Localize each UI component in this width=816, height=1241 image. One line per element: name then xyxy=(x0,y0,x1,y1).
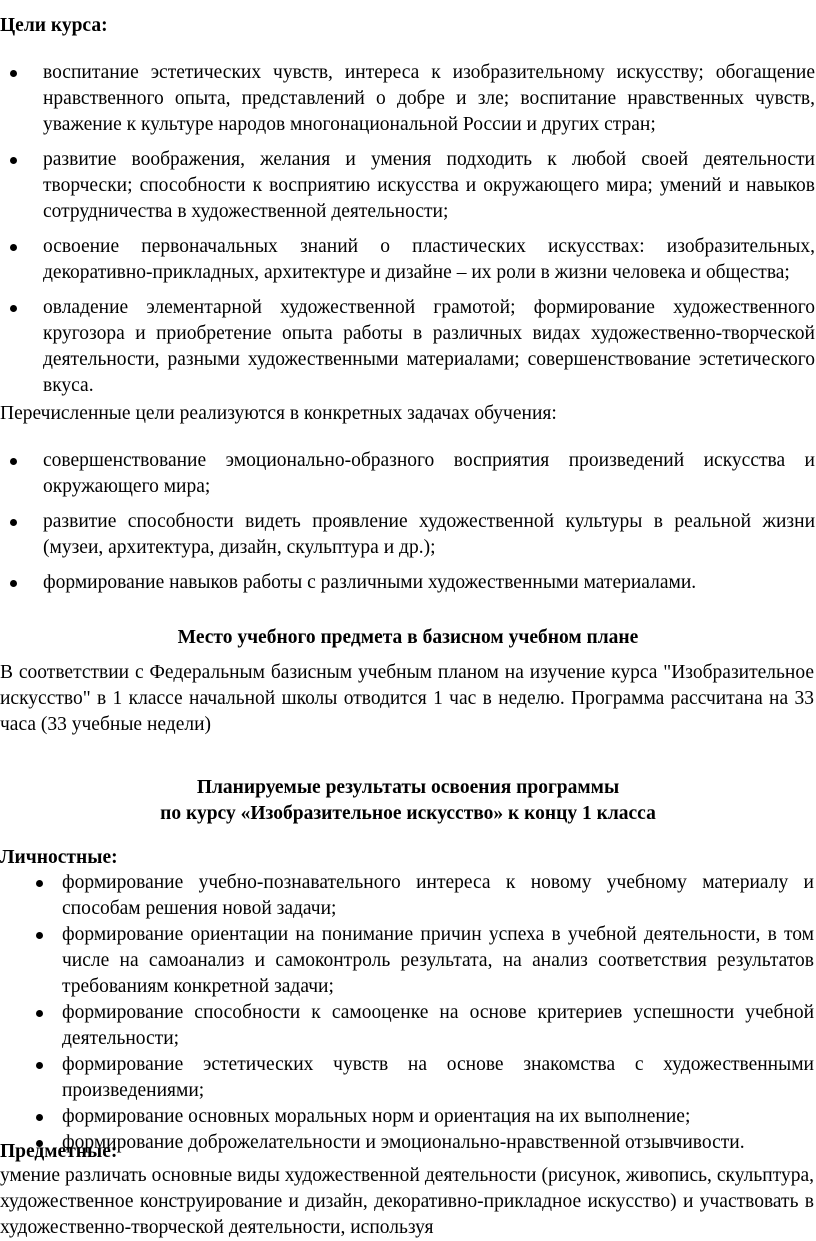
goals-heading: Цели курса: xyxy=(0,15,108,36)
bullet-icon xyxy=(10,580,17,587)
personal-section xyxy=(0,845,816,871)
bullet-icon xyxy=(36,1010,43,1017)
tasks-section xyxy=(0,401,816,427)
bullet-icon xyxy=(10,519,17,526)
list-item-text: овладение элементарной художественной грамотой; формирование художественного кругозора и приобретение опыта работы в различных видах художественно-творческой деятельности, разными художественными материалами; совершенствование эстетического вкуса. xyxy=(43,297,815,396)
list-item-text: развитие способности видеть проявление художественной культуры в реальной жизни (музеи, архитектура, дизайн, скульптура и др.); xyxy=(43,511,815,558)
tasks-intro: Перечисленные цели реализуются в конкретных задачах обучения: xyxy=(0,403,557,424)
list-item xyxy=(43,448,815,500)
list-item xyxy=(43,509,815,561)
list-item xyxy=(62,870,814,922)
results-heading-line2: по курсу «Изобразительное искусство» к концу 1 класса xyxy=(160,803,656,824)
bullet-icon xyxy=(10,70,17,77)
list-item-text: формирование эстетических чувств на основе знакомства с художественными произведениями; xyxy=(62,1054,814,1101)
list-item xyxy=(62,1000,814,1052)
list-item xyxy=(62,922,814,1000)
goals-section xyxy=(0,13,816,39)
subject-section xyxy=(0,1139,816,1165)
list-item-text: формирование доброжелательности и эмоционально-нравственной отзывчивости. xyxy=(62,1132,745,1153)
list-item-text: освоение первоначальных знаний о пластических искусствах: изобразительных, декоративно-прикладных, архитектуре и дизайне – их роли в жизни человека и общества; xyxy=(43,236,815,283)
list-item-text: формирование ориентации на понимание причин успеха в учебной деятельности, в том числе на самоанализ и самоконтроль результата, на анализ соответствия результатов требованиям конкретной задачи; xyxy=(62,924,814,997)
results-heading xyxy=(0,775,816,827)
bullet-icon xyxy=(10,157,17,164)
list-item xyxy=(43,570,815,596)
list-item xyxy=(43,234,815,286)
list-item xyxy=(43,60,815,138)
bullet-icon xyxy=(36,880,43,887)
list-item xyxy=(62,1052,814,1104)
place-body xyxy=(0,660,814,738)
list-item-text: воспитание эстетических чувств, интереса к изобразительному искусству; обогащение нравственного опыта, представлений о добре и зле; воспитание нравственных чувств, уважение к культуре народов многонациональной России и других стран; xyxy=(43,62,815,135)
list-item-text: формирование учебно-познавательного интереса к новому учебному материалу и способам решения новой задачи; xyxy=(62,872,814,919)
bullet-icon xyxy=(36,1114,43,1121)
subject-body xyxy=(0,1163,814,1241)
place-heading: Место учебного предмета в базисном учебном плане xyxy=(177,627,639,648)
personal-list xyxy=(62,870,814,1156)
list-item-text: развитие воображения, желания и умения подходить к любой своей деятельности творчески; способности к восприятию искусства и окружающего мира; умений и навыков сотрудничества в художественной деятельности; xyxy=(43,149,815,222)
list-item xyxy=(43,147,815,225)
goals-list xyxy=(43,60,815,399)
bullet-icon xyxy=(36,1062,43,1069)
subject-heading: Предметные: xyxy=(0,1141,118,1162)
subject-text: умение различать основные виды художественной деятельности (рисунок, живопись, скульптура, художественное конструирование и дизайн, декоративно-прикладное искусство) и участвовать в художественно-творческой деятельности, используя xyxy=(0,1165,814,1238)
bullet-icon xyxy=(10,244,17,251)
place-section xyxy=(0,625,816,651)
list-item-text: формирование способности к самооценке на основе критериев успешности учебной деятельности; xyxy=(62,1002,814,1049)
results-heading-line1: Планируемые результаты освоения программы xyxy=(196,777,620,798)
list-item-text: совершенствование эмоционально-образного восприятия произведений искусства и окружающего мира; xyxy=(43,450,815,497)
list-item-text: формирование основных моральных норм и ориентация на их выполнение; xyxy=(62,1106,691,1127)
bullet-icon xyxy=(10,305,17,312)
list-item xyxy=(62,1104,814,1130)
tasks-list xyxy=(43,448,815,596)
bullet-icon xyxy=(36,932,43,939)
place-text: В соответствии с Федеральным базисным учебным планом на изучение курса "Изобразительное искусство" в 1 классе начальной школы отводится 1 час в неделю. Программа рассчитана на 33 часа (33 учебные недели) xyxy=(0,662,814,735)
bullet-icon xyxy=(10,458,17,465)
list-item xyxy=(43,295,815,399)
list-item-text: формирование навыков работы с различными художественными материалами. xyxy=(43,572,697,593)
personal-heading: Личностные: xyxy=(0,847,118,868)
